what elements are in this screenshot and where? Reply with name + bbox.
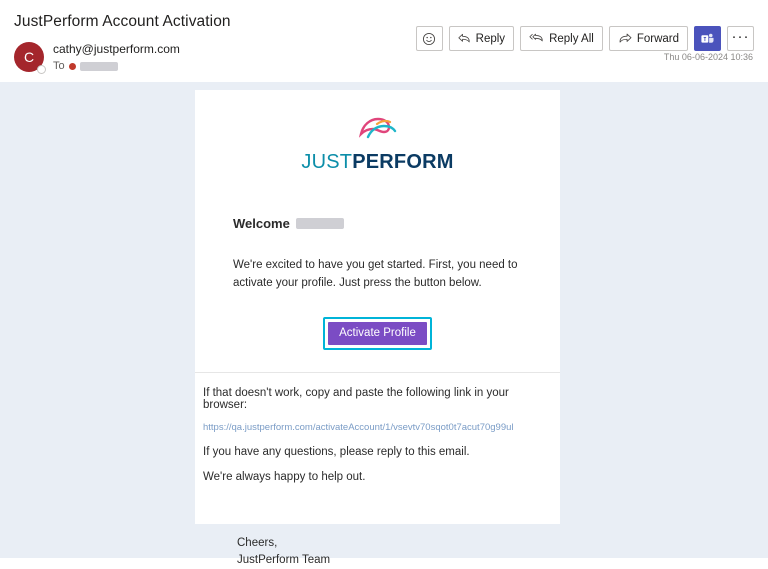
intro-paragraph: We're excited to have you get started. First, you need to activate your profile. Just press the button below. <box>233 259 518 289</box>
welcome-label: Welcome <box>233 216 290 231</box>
share-to-teams-button[interactable] <box>694 26 721 51</box>
presence-icon <box>37 65 46 74</box>
activation-link[interactable]: https://qa.justperform.com/activateAccount/1/vsevtv70sqot0t7acut70g99ul <box>203 421 514 433</box>
content-divider <box>195 372 560 373</box>
cta-container <box>195 317 560 350</box>
questions-paragraph: If you have any questions, please reply to this email. <box>203 445 470 458</box>
justperform-mark-icon <box>355 114 401 144</box>
avatar <box>14 42 44 72</box>
reply-all-icon <box>529 33 544 45</box>
sender-email[interactable]: cathy@justperform.com <box>53 42 180 56</box>
message-timestamp: Thu 06-06-2024 10:36 <box>663 52 753 62</box>
signoff-line-1: Cheers, <box>237 536 278 549</box>
signoff-line-2: JustPerform Team <box>237 553 331 566</box>
sender-details <box>53 42 180 74</box>
reply-label: Reply <box>475 32 506 45</box>
brand-perform: PERFORM <box>352 151 454 173</box>
brand-wordmark <box>301 151 453 174</box>
brand-logo <box>195 90 560 174</box>
reply-all-label: Reply All <box>549 32 594 45</box>
avatar-initial: C <box>23 49 35 65</box>
recipient-presence-icon <box>69 63 76 70</box>
welcome-heading <box>233 216 560 231</box>
activate-profile-button[interactable]: Activate Profile <box>328 322 427 345</box>
forward-button[interactable] <box>609 26 688 51</box>
help-paragraph: We're always happy to help out. <box>203 470 366 483</box>
reply-icon <box>458 33 471 45</box>
cta-focus-ring <box>323 317 432 350</box>
reply-all-button[interactable] <box>520 26 603 51</box>
more-actions-label: ··· <box>731 28 750 45</box>
message-header <box>0 0 768 82</box>
recipient-line <box>53 60 180 74</box>
reply-button[interactable] <box>449 26 514 51</box>
recipient-name-redacted <box>80 62 118 71</box>
email-content-card <box>195 90 560 566</box>
fallback-instruction: If that doesn't work, copy and paste the following link in your browser: <box>203 386 509 411</box>
teams-icon <box>700 32 715 45</box>
forward-icon <box>618 33 632 45</box>
smiley-icon <box>422 32 436 46</box>
message-actions-toolbar <box>416 26 754 51</box>
emoji-reaction-button[interactable] <box>416 26 443 51</box>
brand-just: JUST <box>301 151 353 173</box>
signoff-block <box>237 535 560 569</box>
to-label: To <box>53 60 65 72</box>
welcome-name-redacted <box>296 218 344 229</box>
message-body-canvas <box>0 82 768 566</box>
forward-label: Forward <box>636 32 679 45</box>
more-actions-button[interactable] <box>727 26 754 51</box>
message-subject: JustPerform Account Activation <box>14 13 231 30</box>
